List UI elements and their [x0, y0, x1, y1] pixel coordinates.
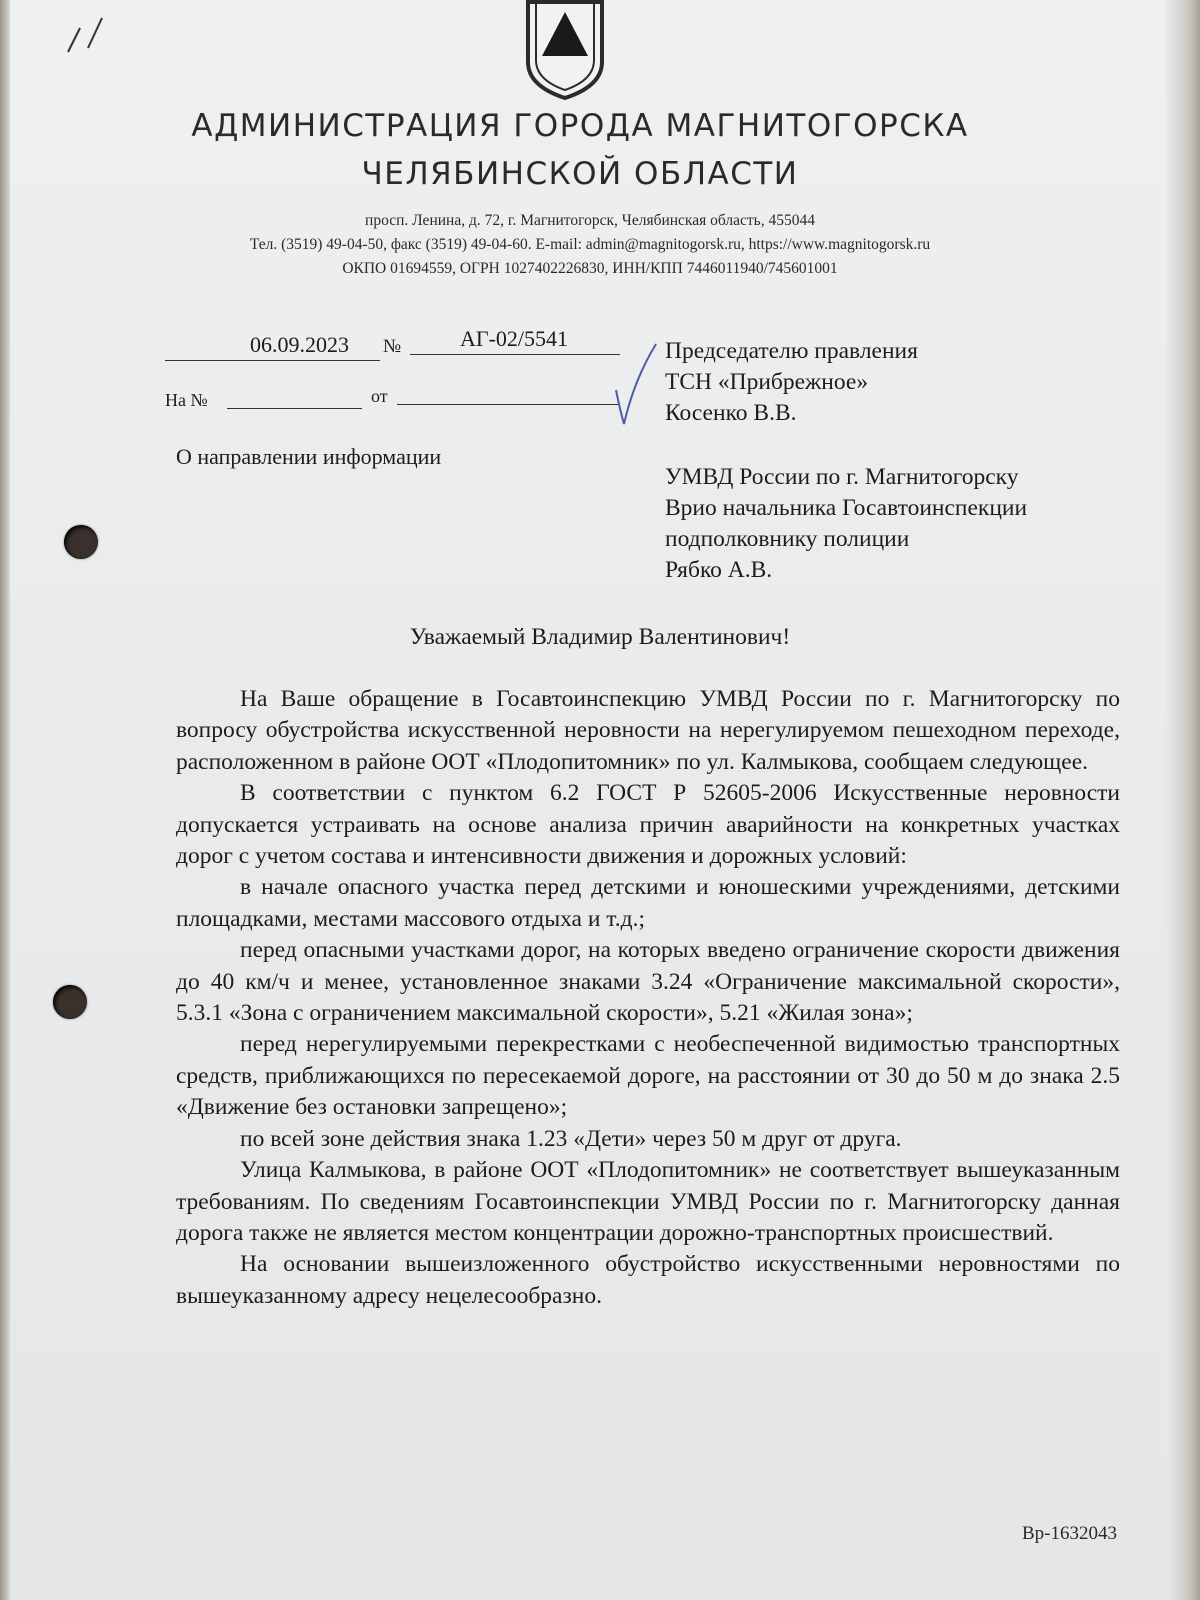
reference-row — [165, 386, 625, 420]
body-paragraph: перед опасными участками дорог, на которых введено ограничение скорости движения до 40 км/ч и менее, установленное знаками 3.24 «Ограничение максимальной скорости», 5.3.1 «Зона с ограничением максимальной скорости», 5.21 «Жилая зона»; — [176, 937, 1120, 1027]
page-left-shadow — [0, 0, 10, 1600]
letter-body — [176, 684, 1120, 1312]
org-address: просп. Ленина, д. 72, г. Магнитогорск, Челябинская область, 455044 — [365, 212, 815, 229]
punch-hole — [64, 525, 98, 559]
addressee-primary — [665, 336, 918, 429]
city-coat-of-arms-icon — [520, 0, 610, 100]
addressee-secondary — [665, 462, 1027, 586]
document-code: Вр-1632043 — [1022, 1523, 1117, 1544]
ref-from-label: от — [371, 386, 388, 406]
body-paragraph: перед нерегулируемыми перекрестками с необеспеченной видимостью транспортных средств, приближающихся по пересекаемой дороге, на расстоянии от 30 до 50 м до знака 2.5 «Движение без остановки запрещено»; — [176, 1031, 1120, 1121]
body-paragraph: На основании вышеизложенного обустройство искусственными неровностями по вышеуказанному адресу нецелесообразно. — [176, 1251, 1120, 1309]
page-right-edge — [1166, 0, 1200, 1600]
org-codes: ОКПО 01694559, ОГРН 1027402226830, ИНН/КПП 7446011940/745601001 — [342, 260, 838, 277]
org-title-line1: АДМИНИСТРАЦИЯ ГОРОДА МАГНИТОГОРСКА — [191, 108, 969, 144]
ref-number-label: На № — [165, 390, 208, 410]
addressee-line: ТСН «Прибрежное» — [665, 369, 869, 395]
body-paragraph: в начале опасного участка перед детскими и юношескими учреждениями, детскими площадками, местами массового отдыха и т.д.; — [176, 874, 1120, 932]
org-title-line2: ЧЕЛЯБИНСКОЙ ОБЛАСТИ — [361, 156, 799, 192]
pen-mark-icon — [62, 8, 142, 58]
punch-hole — [53, 985, 87, 1019]
registration-row — [165, 326, 625, 366]
body-paragraph: На Ваше обращение в Госавтоинспекцию УМВД России по г. Магнитогорску по вопросу обустройства искусственной неровности на нерегулируемом пешеходном переходе, расположенном в районе ООТ «Плодопитомник» по ул. Калмыкова, сообщаем следующее. — [176, 686, 1120, 775]
addressee-line: Председателю правления — [665, 338, 918, 364]
body-paragraph: по всей зоне действия знака 1.23 «Дети» через 50 м друг от друга. — [240, 1125, 902, 1152]
number-mark: № — [383, 336, 402, 357]
body-paragraph: В соответствии с пунктом 6.2 ГОСТ Р 52605-2006 Искусственные неровности допускается устраивать на основе анализа причин аварийности на конкретных участках дорог с учетом состава и интенсивности движения и дорожных условий: — [176, 780, 1120, 870]
addressee-line: Рябко А.В. — [665, 557, 773, 583]
addressee-line: УМВД России по г. Магнитогорску — [665, 464, 1019, 490]
addressee-line: Косенко В.В. — [665, 400, 797, 426]
addressee-line: подполковнику полиции — [665, 526, 910, 552]
letter-date: 06.09.2023 — [250, 332, 349, 357]
salutation: Уважаемый Владимир Валентинович! — [409, 624, 791, 650]
checkmark-icon — [612, 340, 662, 430]
letter-subject: О направлении информации — [176, 444, 442, 469]
org-phones: Тел. (3519) 49-04-50, факс (3519) 49-04-60. E-mail: admin@magnitogorsk.ru, https://www.magnitogorsk.ru — [249, 236, 931, 253]
body-paragraph: Улица Калмыкова, в районе ООТ «Плодопитомник» не соответствует вышеуказанным требованиям. По сведениям Госавтоинспекции УМВД России по г. Магнитогорску данная дорога также не является местом концентрации дорожно-транспортных происшествий. — [176, 1157, 1120, 1246]
addressee-line: Врио начальника Госавтоинспекции — [665, 495, 1028, 521]
letter-number: АГ-02/5541 — [460, 326, 569, 351]
